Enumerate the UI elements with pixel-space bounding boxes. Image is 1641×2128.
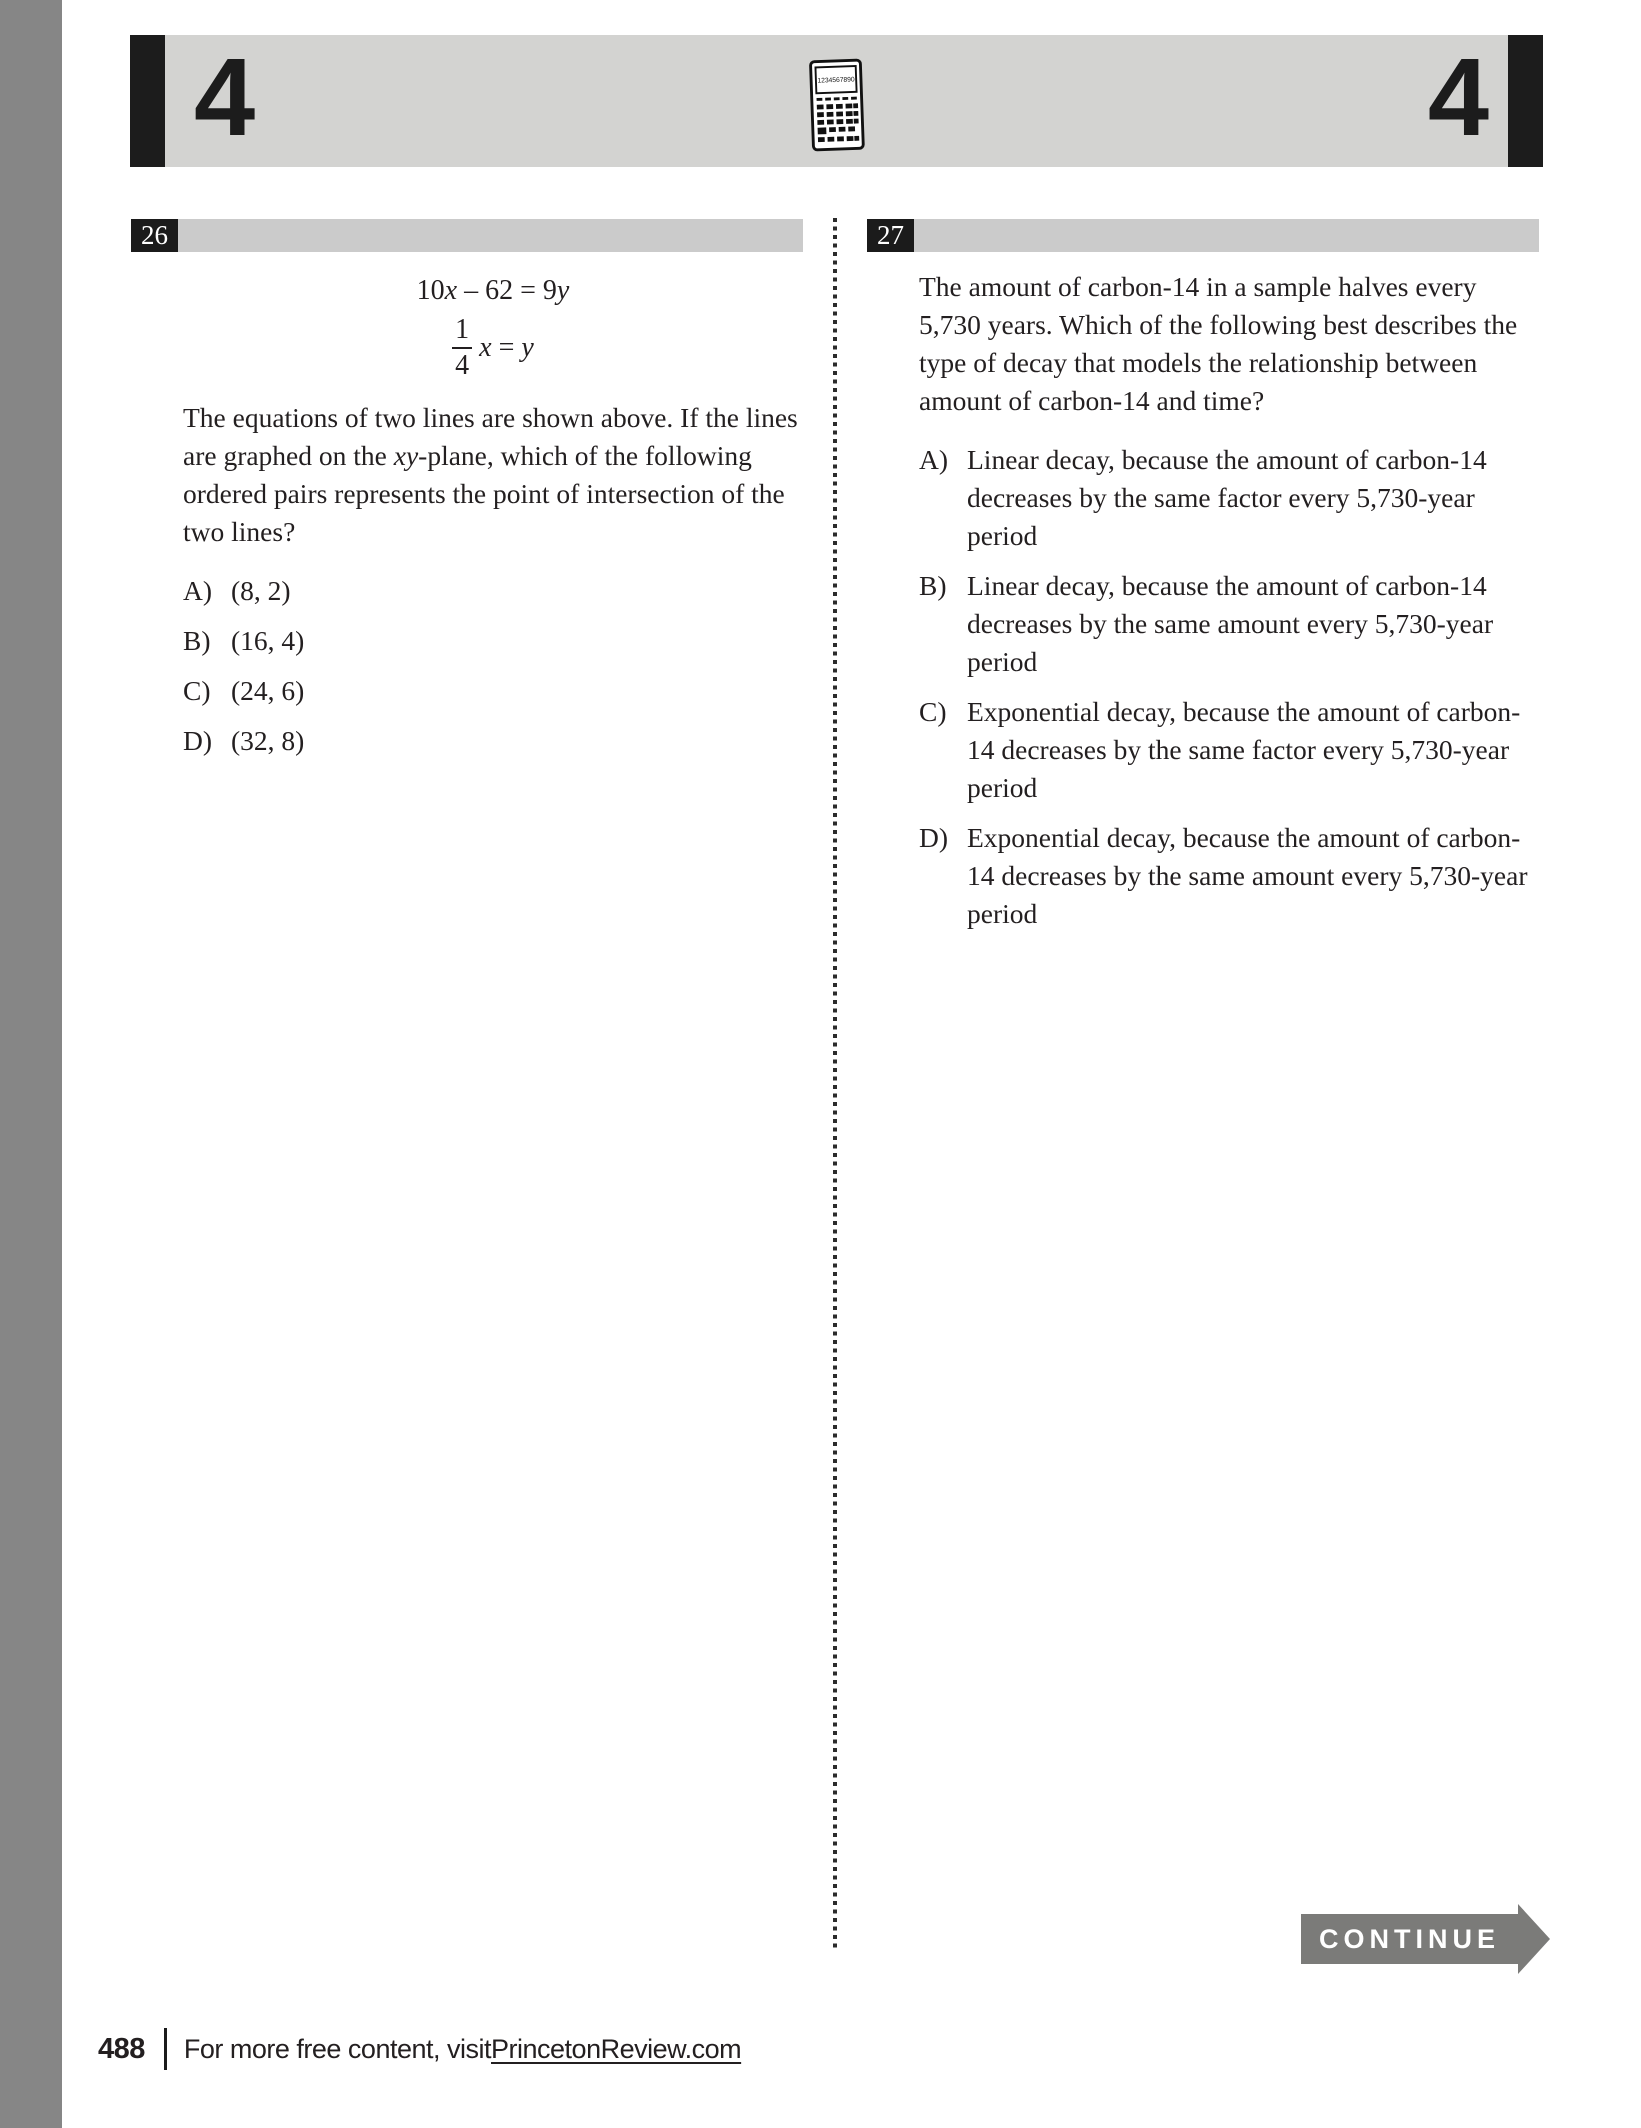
- choice-26-b: B) (16, 4): [183, 625, 305, 656]
- question-26-stem: The equations of two lines are shown above. If the lines are graphed on the xy-plane, which of the following ordered pairs represents the point of intersection of the two lines?: [183, 402, 798, 547]
- page-number: 488: [98, 2032, 145, 2065]
- question-26-equations: [183, 272, 803, 382]
- column-divider-dotted: [833, 218, 837, 1952]
- question-27-header: [867, 219, 1539, 252]
- choice-27-a: A) Linear decay, because the amount of carbon-14 decreases by the same factor every 5,730-year period: [919, 444, 1487, 551]
- calculator-icon: [806, 58, 867, 157]
- question-26-choices: [183, 572, 803, 760]
- choice-27-c: C) Exponential decay, because the amount of carbon-14 decreases by the same factor every 5,730-year period: [919, 696, 1521, 803]
- page-footer: [98, 2028, 741, 2070]
- equation-1: 10x – 62 = 9y: [416, 275, 570, 306]
- choice-27-d: D) Exponential decay, because the amount of carbon-14 decreases by the same amount every 5,730-year period: [919, 822, 1528, 929]
- question-27-stem: The amount of carbon-14 in a sample halves every 5,730 years. Which of the following best describes the type of decay that models the relationship between amount of carbon-14 and time?: [919, 271, 1518, 416]
- header-right-black-bar: [1508, 35, 1543, 167]
- question-27: [867, 219, 1539, 945]
- question-26-number-badge: 26: [131, 219, 178, 252]
- princeton-review-link[interactable]: PrincetonReview.com: [491, 2033, 742, 2064]
- question-27-choices: [919, 441, 1539, 933]
- choice-26-a: A) (8, 2): [183, 575, 291, 606]
- continue-button[interactable]: CONTINUE: [1301, 1914, 1518, 1964]
- question-26-header-bar: [178, 219, 803, 252]
- question-27-header-bar: [914, 219, 1539, 252]
- left-gray-strip: [0, 0, 62, 2128]
- question-26-header: [131, 219, 803, 252]
- footer-divider: [164, 2028, 167, 2070]
- question-26: [131, 219, 803, 772]
- svg-text:1234567890: 1234567890: [816, 76, 855, 85]
- header-left-black-bar: [130, 35, 165, 167]
- choice-26-c: C) (24, 6): [183, 675, 305, 706]
- fraction-one-fourth: $\frac{1}{4}$: [452, 314, 472, 382]
- choice-27-b: B) Linear decay, because the amount of carbon-14 decreases by the same amount every 5,730-year period: [919, 570, 1494, 677]
- section-number-left: 4: [194, 36, 252, 159]
- question-27-number-badge: 27: [867, 219, 914, 252]
- section-header-band: [130, 35, 1543, 167]
- equation-2: $\frac{1}{4}$ x = y: [183, 314, 803, 382]
- footer-text: For more free content, visit: [183, 2033, 492, 2064]
- section-number-right: 4: [1427, 36, 1485, 159]
- choice-26-d: D) (32, 8): [183, 725, 305, 756]
